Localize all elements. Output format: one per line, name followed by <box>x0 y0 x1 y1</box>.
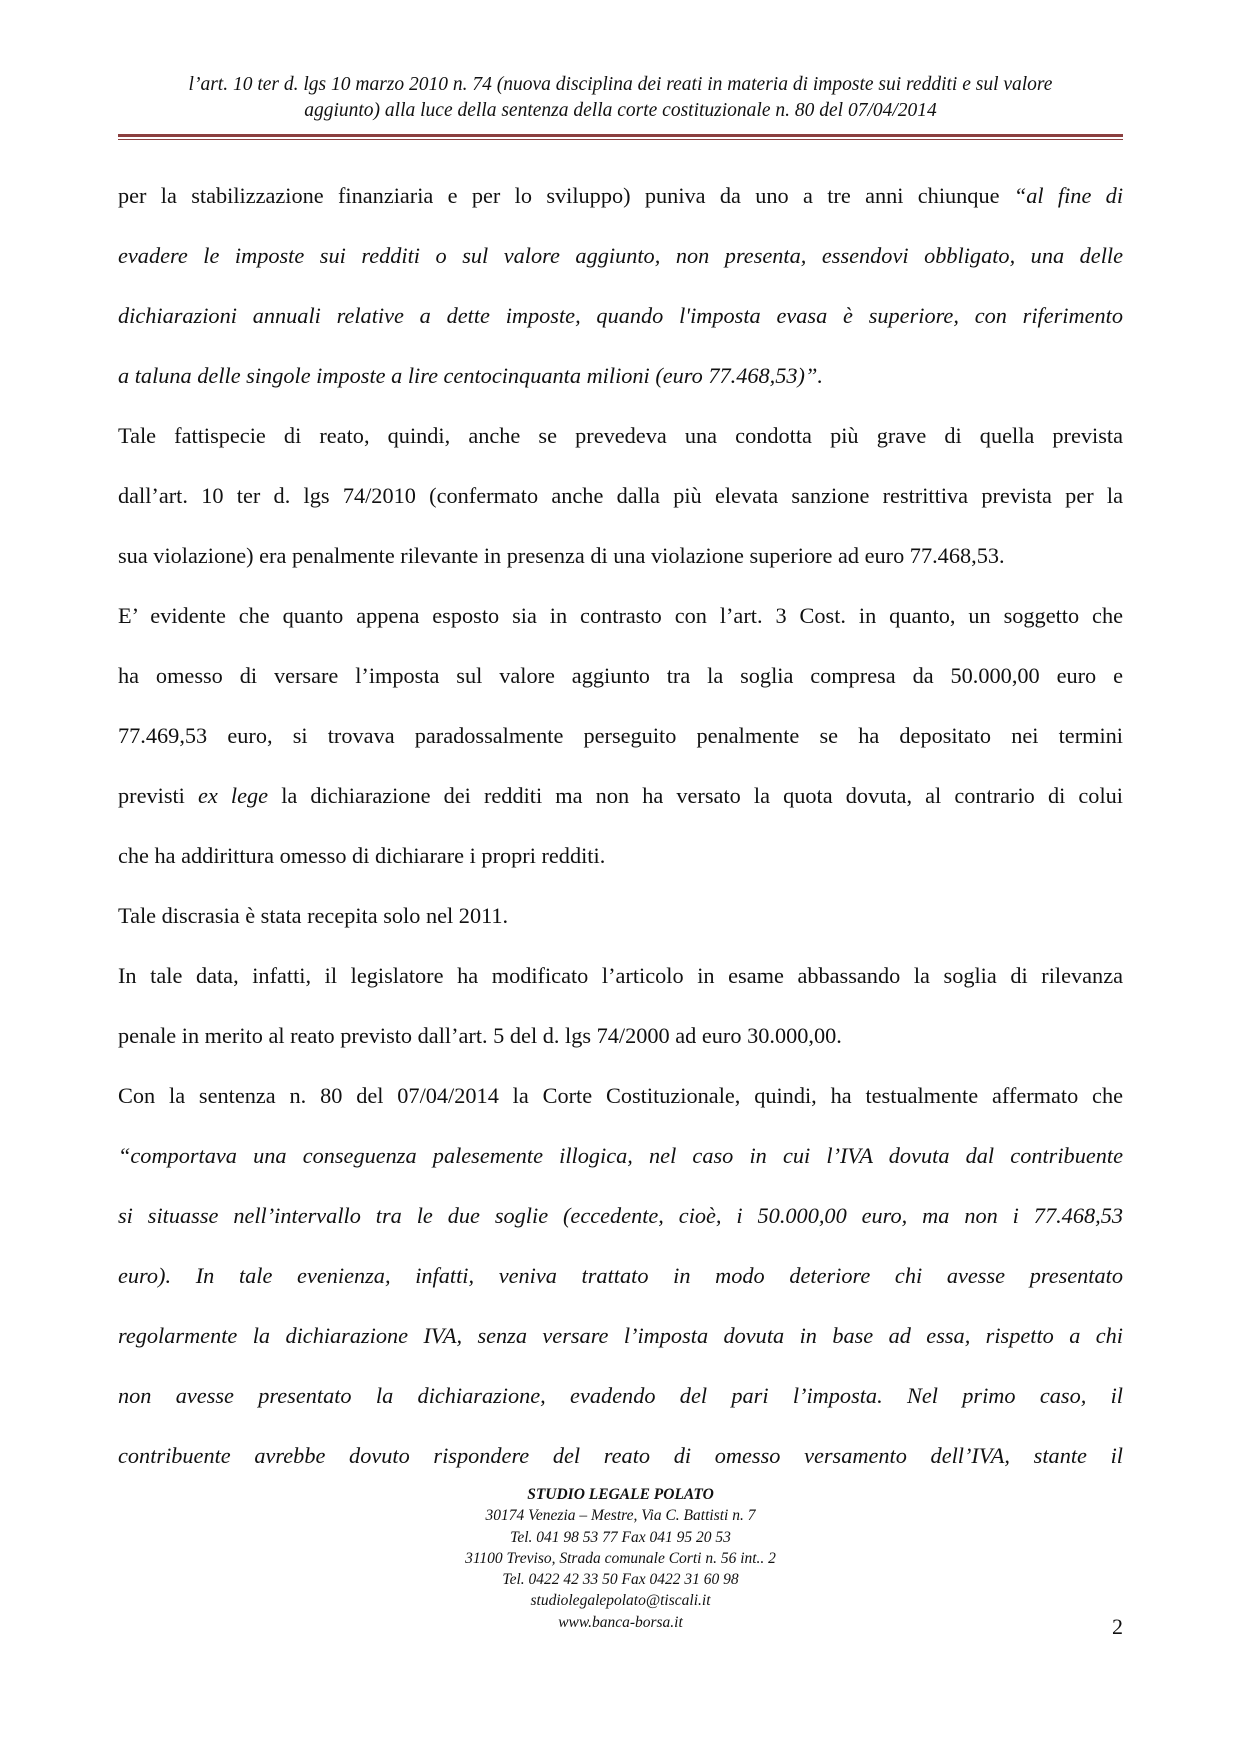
address-venezia: 30174 Venezia – Mestre, Via C. Battisti n. 7 <box>485 1507 756 1525</box>
phone-venezia: Tel. 041 98 53 77 Fax 041 95 20 53 <box>510 1528 731 1546</box>
text-line: evadere le imposte sui redditi o sul valore aggiunto, non presenta, essendovi obbligato, una delle <box>118 243 1123 268</box>
text-line: per la stabilizzazione finanziaria e per lo sviluppo) puniva da uno a tre anni chiunque “al fine di <box>118 183 1124 208</box>
text-line: In tale data, infatti, il legislatore ha modificato l’articolo in esame abbassando la soglia di rilevanza <box>118 963 1123 988</box>
website: www.banca-borsa.it <box>558 1613 683 1631</box>
email-address: studiolegalepolato@tiscali.it <box>530 1592 711 1610</box>
header-line-1: l’art. 10 ter d. lgs 10 marzo 2010 n. 74 (nuova disciplina dei reati in materia di imposte sui redditi e sul valore <box>188 74 1053 95</box>
text-line: contribuente avrebbe dovuto rispondere del reato di omesso versamento dell’IVA, stante il <box>118 1443 1123 1468</box>
footer <box>400 1484 841 1633</box>
header-line-2: aggiunto) alla luce della sentenza della corte costituzionale n. 80 del 07/04/2014 <box>304 100 937 121</box>
text-line: “comportava una conseguenza palesemente illogica, nel caso in cui l’IVA dovuta dal contribuente <box>118 1143 1123 1168</box>
text-line: 77.469,53 euro, si trovava paradossalmente perseguito penalmente se ha depositato nei termini <box>118 723 1123 748</box>
page-number: 2 <box>1112 1614 1123 1639</box>
address-treviso: 31100 Treviso, Strada comunale Corti n. 56 int.. 2 <box>465 1549 776 1567</box>
text-line: sua violazione) era penalmente rilevante in presenza di una violazione superiore ad euro 77.468,53. <box>118 543 1005 568</box>
text-line: ha omesso di versare l’imposta sul valore aggiunto tra la soglia compresa da 50.000,00 euro e <box>118 663 1123 688</box>
text-line: E’ evidente che quanto appena esposto sia in contrasto con l’art. 3 Cost. in quanto, un soggetto che <box>118 603 1123 628</box>
body-text <box>118 166 1123 1486</box>
firm-name: STUDIO LEGALE POLATO <box>527 1486 714 1503</box>
text-line: Tale fattispecie di reato, quindi, anche se prevedeva una condotta più grave di quella prevista <box>118 423 1123 448</box>
text-line: che ha addirittura omesso di dichiarare i propri redditi. <box>118 843 606 868</box>
text-line: Con la sentenza n. 80 del 07/04/2014 la Corte Costituzionale, quindi, ha testualmente affermato che <box>118 1083 1123 1108</box>
text-line: dichiarazioni annuali relative a dette imposte, quando l'imposta evasa è superiore, con riferimento <box>118 303 1123 328</box>
text-line: non avesse presentato la dichiarazione, evadendo del pari l’imposta. Nel primo caso, il <box>118 1383 1123 1408</box>
text-line: Tale discrasia è stata recepita solo nel 2011. <box>118 903 509 928</box>
text-line: a taluna delle singole imposte a lire centocinquanta milioni (euro 77.468,53)”. <box>118 363 823 388</box>
text-line: penale in merito al reato previsto dall’art. 5 del d. lgs 74/2000 ad euro 30.000,00. <box>118 1023 842 1048</box>
text-line: euro). In tale evenienza, infatti, veniva trattato in modo deteriore chi avesse presentato <box>118 1263 1123 1288</box>
text-line: regolarmente la dichiarazione IVA, senza versare l’imposta dovuta in base ad essa, rispetto a chi <box>118 1323 1123 1348</box>
text-line: si situasse nell’intervallo tra le due soglie (eccedente, cioè, i 50.000,00 euro, ma non i 77.468,53 <box>118 1203 1123 1228</box>
running-header <box>118 72 1123 124</box>
header-rule <box>118 134 1123 140</box>
text-line: previsti ex lege la dichiarazione dei redditi ma non ha versato la quota dovuta, al contrario di colui <box>118 783 1123 808</box>
phone-treviso: Tel. 0422 42 33 50 Fax 0422 31 60 98 <box>502 1571 739 1589</box>
text-line: dall’art. 10 ter d. lgs 74/2010 (confermato anche dalla più elevata sanzione restrittiva prevista per la <box>118 483 1123 508</box>
